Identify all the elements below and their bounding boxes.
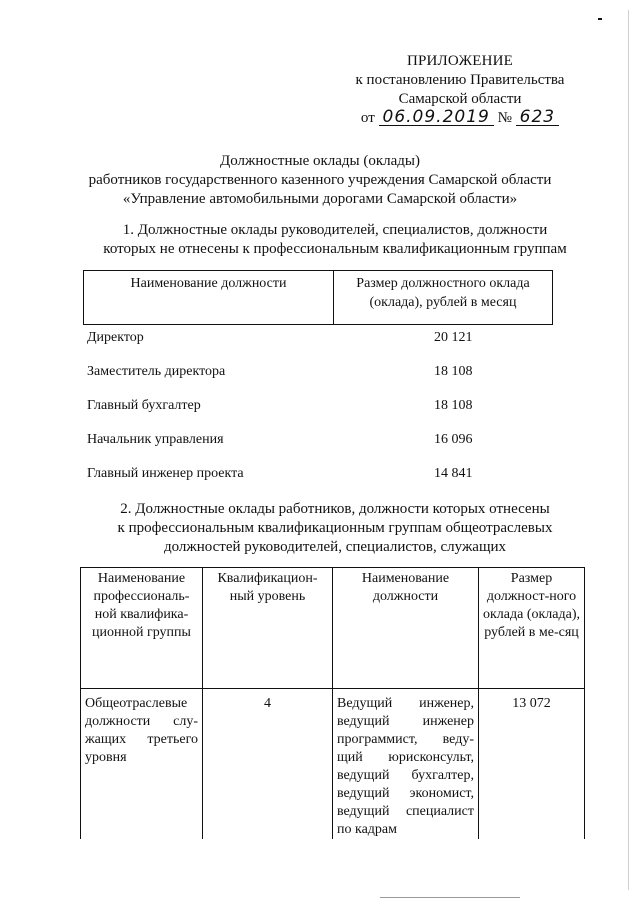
position-name: Заместитель директора (87, 364, 226, 379)
section-1-rows (87, 330, 547, 500)
table-row (87, 432, 547, 466)
section-2-title-line-2: к профессиональным квалификационным группам общеотраслевых (117, 520, 553, 536)
section-1-title-line-1: 1. Должностные оклады руководителей, специалистов, должности (122, 222, 548, 238)
section-1-title-line-2: которых не отнесены к профессиональным квалификационным группам (103, 241, 567, 257)
column-header-level: Квалификацион-ный уровень (203, 568, 333, 689)
appendix-dateline (340, 109, 580, 128)
heading-line-3: «Управление автомобильными дорогами Самарской области» (122, 191, 518, 207)
table-row (87, 466, 547, 500)
positions-cell: Ведущий инженер, ведущий инженер программист, веду-щий юрисконсульт, ведущий бухгалтер, ведущий экономист, ведущий специалист по кадрам (333, 689, 479, 840)
section-2-title-line-1: 2. Должностные оклады работников, должности которых отнесены (120, 501, 550, 517)
column-header-position: Наименование должности (333, 568, 479, 689)
column-header-group: Наименование профессиональ-ной квалифика-ционной группы (81, 568, 203, 689)
heading-line-1: Должностные оклады (оклады) (219, 153, 421, 169)
column-header-salary: Размер должност-ного оклада (оклада), рублей в ме-сяц (479, 568, 585, 689)
appendix-line-1: к постановлению Правительства (355, 72, 565, 88)
table-row (87, 364, 547, 398)
salary-value: 18 108 (434, 364, 473, 379)
section-2-title (40, 500, 630, 557)
section-2-table (80, 567, 585, 839)
position-name: Главный бухгалтер (87, 398, 201, 413)
heading-line-2: работников государственного казенного учреждения Самарской области (88, 172, 552, 188)
column-header-salary: Размер должностного оклада (оклада), рублей в месяц (334, 271, 553, 325)
salary-cell: 13 072 (479, 689, 585, 840)
position-name: Главный инженер проекта (87, 466, 244, 481)
table-row (81, 689, 585, 840)
salary-value: 18 108 (434, 398, 473, 413)
appendix-block (340, 52, 580, 128)
document-heading (60, 152, 580, 209)
handwritten-number: 623 (516, 109, 559, 126)
scan-edge-line (628, 10, 629, 890)
level-cell: 4 (203, 689, 333, 840)
scan-artifact (380, 897, 520, 898)
table-row (87, 398, 547, 432)
date-prefix: от (360, 110, 375, 126)
salary-value: 14 841 (434, 466, 473, 481)
appendix-line-2: Самарской области (398, 91, 522, 107)
number-sign: № (497, 110, 512, 126)
salary-value: 16 096 (434, 432, 473, 447)
group-cell: Общеотраслевые должности слу-жащих третьего уровня (81, 689, 203, 840)
position-name: Начальник управления (87, 432, 224, 447)
section-2-title-line-3: должностей руководителей, специалистов, служащих (163, 539, 507, 555)
section-1-title (40, 221, 630, 259)
table-row (87, 330, 547, 364)
handwritten-date: 06.09.2019 (379, 109, 494, 126)
section-1-table-header (83, 270, 553, 325)
appendix-title: ПРИЛОЖЕНИЕ (406, 53, 514, 69)
column-header-position: Наименование должности (84, 271, 334, 325)
position-name: Директор (87, 330, 144, 345)
salary-value: 20 121 (434, 330, 473, 345)
scan-mark (598, 18, 602, 20)
